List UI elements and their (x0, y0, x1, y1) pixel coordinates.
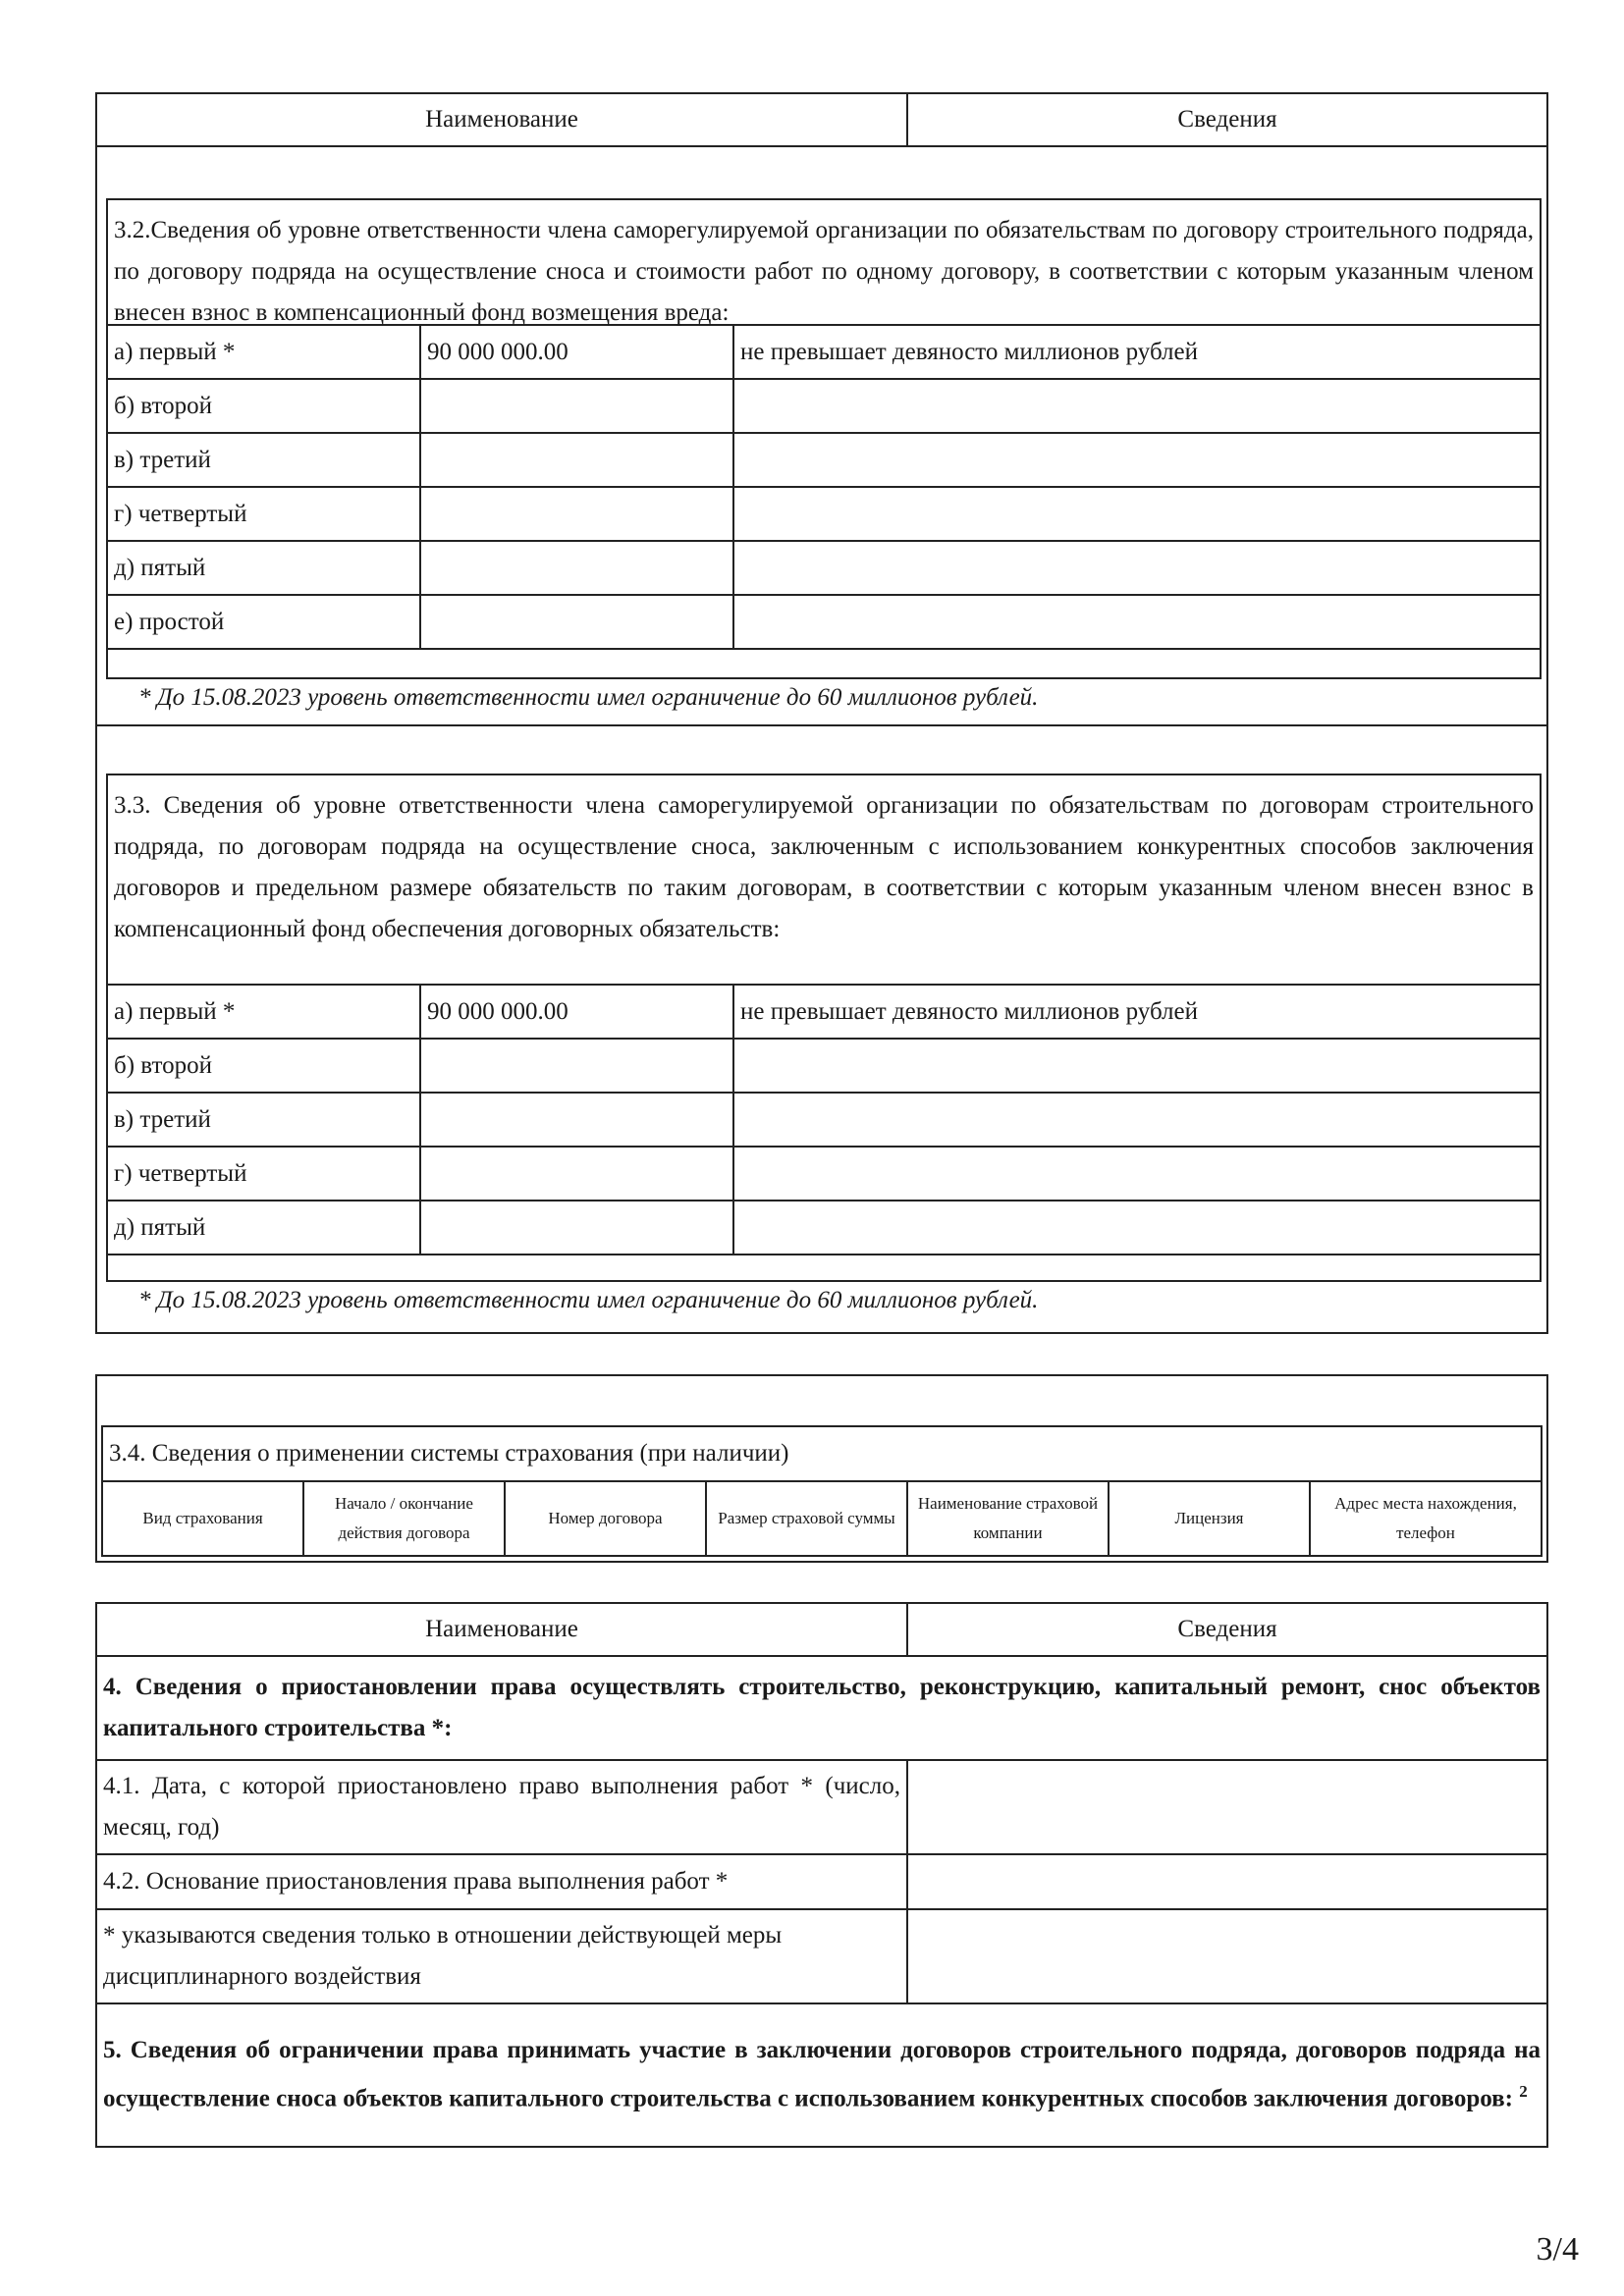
section-3-2-note: * До 15.08.2023 уровень ответственности имел ограничение до 60 миллионов рублей. (138, 684, 1039, 711)
section-3-3-note: * До 15.08.2023 уровень ответственности имел ограничение до 60 миллионов рублей. (138, 1287, 1039, 1313)
header-name: Наименование (96, 93, 907, 146)
col-insurer-name: Наименование страховой компании (907, 1481, 1109, 1556)
suspension-table (95, 1602, 1548, 2148)
section-5-title: 5. Сведения об ограничении права принимать участие в заключении договоров строительного подряда, договоров подряда на осуществление сноса объектов капитального строительства с использованием конкурентных способов заключения договоров: $^2$ (96, 2003, 1547, 2147)
section-3-3-title: 3.3. Сведения об уровне ответственности члена саморегулируемой организации по обязательствам по договорам строительного подряда, по договорам подряда на осуществление сноса, заключенным с использованием конкурентных способов заключения договоров и предельном размере обязательств по таким договорам, в соответствии с которым указанным членом внесен взнос в компенсационный фонд обеспечения договорных обязательств: (108, 775, 1540, 986)
level-row: е) простой (107, 595, 1541, 649)
level-row: г) четвертый (107, 1147, 1541, 1201)
header-info: Сведения (907, 1603, 1547, 1656)
section-3-2-title: 3.2.Сведения об уровне ответственности члена саморегулируемой организации по обязательствам по договору строительного подряда, по договору подряда на осуществление сноса и стоимости работ по одному договору, в соответствии с которым указанным членом внесен взнос в компенсационный фонд возмещения вреда: (108, 200, 1540, 326)
suspension-note-value (907, 1909, 1547, 2003)
section-3-4 (101, 1425, 1543, 1557)
level-row: д) пятый (107, 1201, 1541, 1255)
section-3-4-title: 3.4. Сведения о применении системы страхования (при наличии) (103, 1427, 1541, 1482)
level-row: а) первый * 90 000 000.00 не превышает девяносто миллионов рублей (107, 325, 1541, 379)
suspension-reason-value (907, 1854, 1547, 1909)
section-3-3 (106, 774, 1542, 1282)
level-row: в) третий (107, 1093, 1541, 1147)
level-row: б) второй (107, 1039, 1541, 1093)
section-3-2-levels (106, 324, 1542, 650)
column-header (95, 92, 1548, 147)
suspension-reason-label: 4.2. Основание приостановления права выполнения работ * (96, 1854, 907, 1909)
footnote-ref: 2 (1519, 2082, 1528, 2102)
suspension-note: * указываются сведения только в отношении действующей меры дисциплинарного воздействия (96, 1909, 907, 2003)
insurance-block (95, 1374, 1548, 1563)
page-number: 3/4 (1536, 2231, 1579, 2268)
insurance-columns (101, 1480, 1543, 1557)
suspension-date-label: 4.1. Дата, с которой приостановлено право выполнения работ * (число, месяц, год) (96, 1760, 907, 1854)
col-contract-period: Начало / окончание действия договора (303, 1481, 505, 1556)
level-row: г) четвертый (107, 487, 1541, 541)
col-address-phone: Адрес места нахождения, телефон (1310, 1481, 1542, 1556)
col-license: Лицензия (1109, 1481, 1310, 1556)
main-table-block (95, 92, 1548, 1334)
header-name: Наименование (96, 1603, 907, 1656)
section-3-3-levels (106, 984, 1542, 1255)
divider (97, 724, 1546, 726)
section-3-2 (106, 198, 1542, 679)
header-info: Сведения (907, 93, 1547, 146)
col-insured-sum: Размер страховой суммы (706, 1481, 907, 1556)
section-4-title: 4. Сведения о приостановлении права осуществлять строительство, реконструкцию, капитальный ремонт, снос объектов капитального строительства *: (96, 1656, 1547, 1760)
level-row: б) второй (107, 379, 1541, 433)
level-row: в) третий (107, 433, 1541, 487)
col-contract-number: Номер договора (505, 1481, 706, 1556)
col-insurance-type: Вид страхования (102, 1481, 303, 1556)
suspension-date-value (907, 1760, 1547, 1854)
level-row: д) пятый (107, 541, 1541, 595)
level-row: а) первый * 90 000 000.00 не превышает девяносто миллионов рублей (107, 985, 1541, 1039)
